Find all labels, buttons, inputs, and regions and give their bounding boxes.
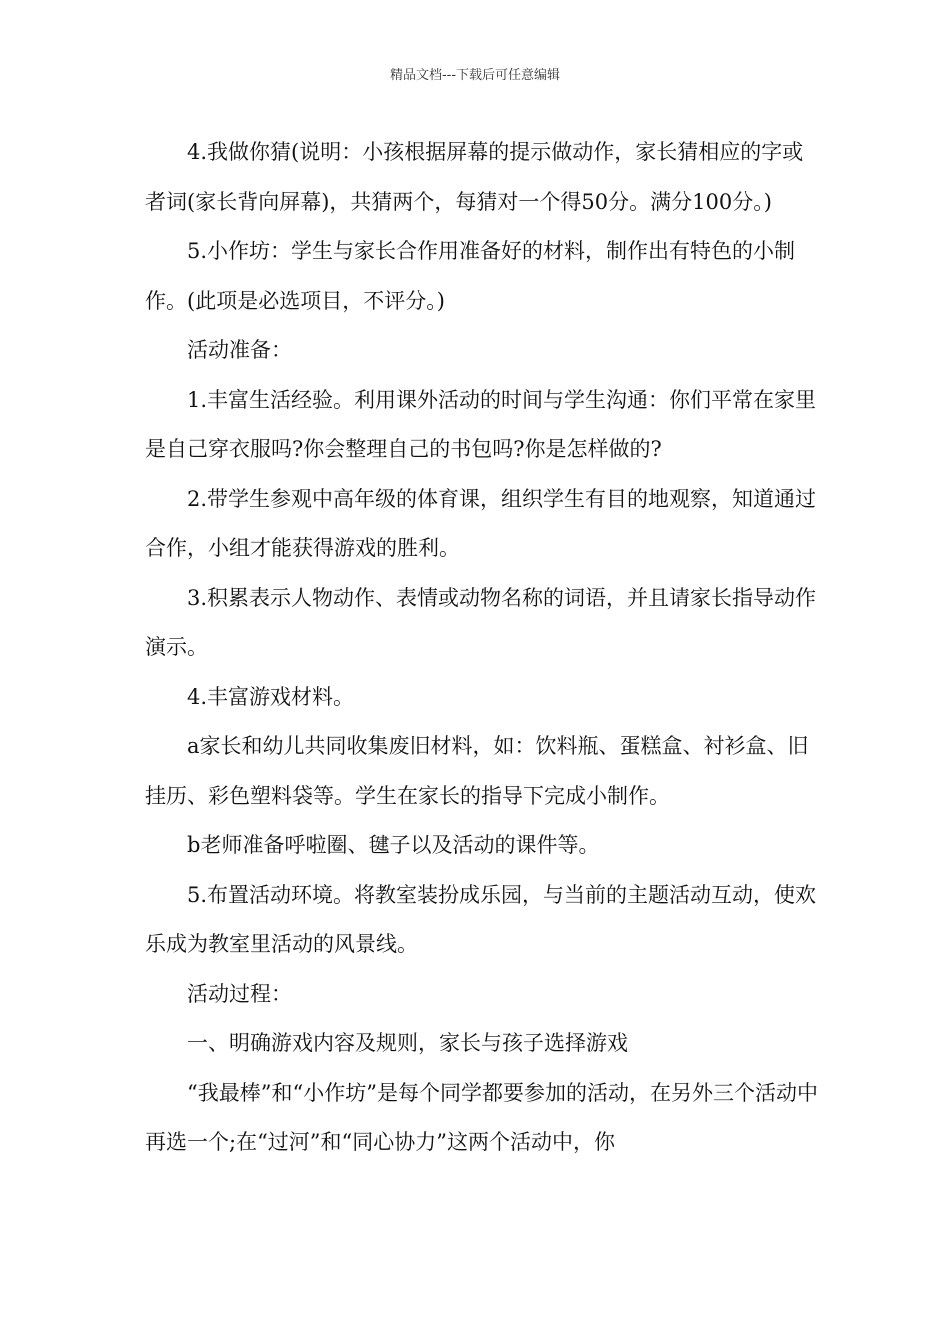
paragraph-prep-1: 1.丰富生活经验。利用课外活动的时间与学生沟通：你们平常在家里是自己穿衣服吗?你会整理自己的书包吗?你是怎样做的?	[145, 387, 817, 461]
page-header: 精品文档---下载后可任意编辑	[389, 68, 561, 83]
paragraph-prep-4a: a家长和幼儿共同收集废旧材料，如：饮料瓶、蛋糕盒、衬衫盒、旧挂历、彩色塑料袋等。学生在家长的指导下完成小制作。	[145, 734, 809, 808]
paragraph-prep-5: 5.布置活动环境。将教室装扮成乐园，与当前的主题活动互动，使欢乐成为教室里活动的风景线。	[145, 882, 817, 956]
paragraph-workshop: 5.小作坊：学生与家长合作用准备好的材料，制作出有特色的小制作。(此项是必选项目，不评分。)	[145, 239, 796, 313]
heading-preparation: 活动准备：	[187, 338, 292, 362]
paragraph-guess-game: 4.我做你猜(说明：小孩根据屏幕的提示做动作，家长猜相应的字或者词(家长背向屏幕)，共猜两个，每猜对一个得50分。满分100分。)	[145, 140, 804, 214]
paragraph-step-1-body: “我最棒”和“小作坊”是每个同学都要参加的活动，在另外三个活动中再选一个;在“过河”和“同心协力”这两个活动中，你	[145, 1080, 818, 1154]
paragraph-prep-2: 2.带学生参观中高年级的体育课，组织学生有目的地观察，知道通过合作，小组才能获得游戏的胜利。	[145, 486, 817, 560]
paragraph-prep-4b: b老师准备呼啦圈、毽子以及活动的课件等。	[187, 833, 600, 857]
heading-process: 活动过程：	[187, 981, 292, 1006]
paragraph-prep-4: 4.丰富游戏材料。	[187, 684, 355, 709]
heading-step-1: 一、明确游戏内容及规则，家长与孩子选择游戏	[187, 1031, 628, 1055]
paragraph-prep-3: 3.积累表示人物动作、表情或动物名称的词语，并且请家长指导动作演示。	[145, 585, 817, 659]
document-body	[145, 128, 820, 1168]
